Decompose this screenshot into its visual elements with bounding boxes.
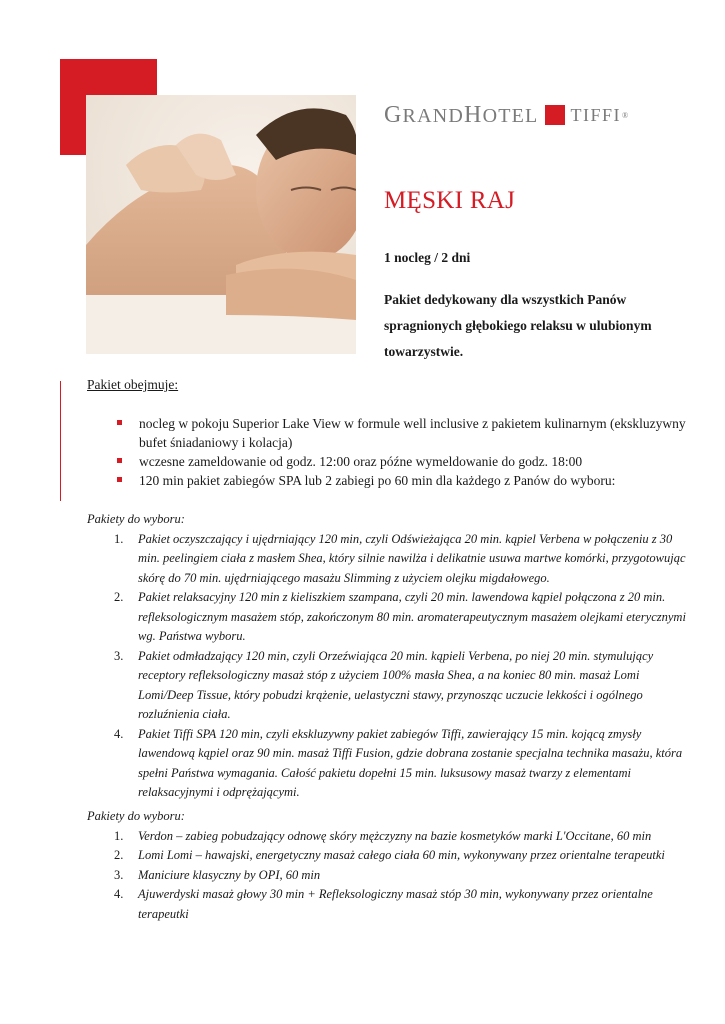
package-number: 2. [114,848,124,862]
includes-item-text: 120 min pakiet zabiegów SPA lub 2 zabiegi po 60 min dla każdego z Panów do wyboru: [139,473,616,488]
package-text: Ajuwerdyski masaż głowy 30 min + Refleksologiczny masaż stóp 30 min, wykonywany przez orientalne terapeutki [138,887,653,921]
package-number: 1. [114,531,124,546]
packages-section-a [87,510,687,803]
package-text: Maniciure klasyczny by OPI, 60 min [138,867,321,882]
includes-heading: Pakiet obejmuje: [87,377,179,392]
includes-item-text: wczesne zameldowanie od godz. 12:00 oraz późne wymeldowanie do godz. 18:00 [139,454,583,469]
packages-list [87,530,687,803]
package-text: Pakiet Tiffi SPA 120 min, czyli ekskluzywny pakiet zabiegów Tiffi, zawierający 15 min. kojącą zmysły lawendową kąpiel oraz 90 min. masaż Tiffi Fusion, gdzie dobrana zostanie specjalna technika masażu, która spełni Państwa wymagania. Całość pakietu dopełni 15 min. luksusowy masaż twarzy z elementami relaksacyjnymi i odprężającymi. [138,726,683,799]
package-item [87,866,687,886]
package-item [87,885,687,924]
bullet-square-icon [117,458,122,463]
package-text: Pakiet oczyszczający i ujędrniający 120 min, czyli Odświeżająca 20 min. kąpiel Verbena w połączeniu z 30 min. peelingiem ciała z masłem Shea, który silnie nawilża i delikatnie usuwa martwe komórki, przygotowując skórę do 70 min. ujędrniającego masażu Slimming z użyciem olejku migdałowego. [138,531,686,585]
packages-heading: Pakiety do wyboru: [87,512,185,526]
package-text: Pakiet odmładzający 120 min, czyli Orzeźwiająca 20 min. kąpieli Verbena, po niej 20 min. stymulujący receptory refleksologiczny masaż stóp z użyciem 100% masła Shea, a na koniec 80 min. masaż Lomi Lomi/Deep Tissue, który pobudzi krążenie, uelastyczni stawy, przynosząc uczucie lekkości i ogólnego rozluźnienia ciała. [138,648,654,721]
massage-photo [86,95,356,354]
package-item [87,725,687,803]
includes-item [117,452,697,471]
package-item [87,530,687,589]
includes-item [117,414,697,452]
package-number: 3. [114,648,124,663]
package-text: Lomi Lomi – hawajski, energetyczny masaż całego ciała 60 min, wykonywany przez orientalne terapeutki [138,848,665,862]
package-text: Pakiet relaksacyjny 120 min z kieliszkiem szampana, czyli 20 min. lawendowa kąpiel połączona z 20 min. refleksologicznym masażem stóp, zakończonym 80 min. aromaterapeutycznym masażem olejkami eterycznymi wg. Państwa wyboru. [138,590,686,643]
logo-wordmark-grandhotel: GRANDHOTEL [384,101,539,128]
package-text: Verdon – zabieg pobudzający odnowę skóry mężczyzny na bazie kosmetyków marki L'Occitane, 60 min [138,828,652,843]
package-item [87,647,687,725]
package-item [87,827,687,847]
offer-duration: 1 nocleg / 2 dni [384,250,471,265]
package-number: 2. [114,590,124,604]
registered-mark: ® [622,110,629,120]
package-number: 1. [114,828,124,843]
package-number: 4. [114,887,124,901]
package-item [87,588,687,647]
package-item [87,846,687,866]
includes-item [117,471,697,490]
offer-intro: Pakiet dedykowany dla wszystkich Panów spragnionych głębokiego relaksu w ulubionym towarzystwie. [384,292,652,359]
hotel-logo [384,103,628,127]
logo-wordmark-tiffi: TIFFI [570,104,621,125]
packages-list [87,827,687,925]
package-number: 3. [114,867,124,882]
bullet-square-icon [117,420,122,425]
packages-section-b [87,807,687,924]
offer-title: MĘSKI RAJ [384,187,516,214]
bullet-square-icon [117,477,122,482]
decorative-red-line [60,381,61,501]
package-number: 4. [114,726,124,741]
includes-item-text: nocleg w pokoju Superior Lake View w formule well inclusive z pakietem kulinarnym (ekskluzywny bufet śniadaniowy i kolacja) [139,416,686,450]
packages-heading: Pakiety do wyboru: [87,809,185,823]
includes-list [117,414,697,490]
logo-red-square [545,105,565,125]
